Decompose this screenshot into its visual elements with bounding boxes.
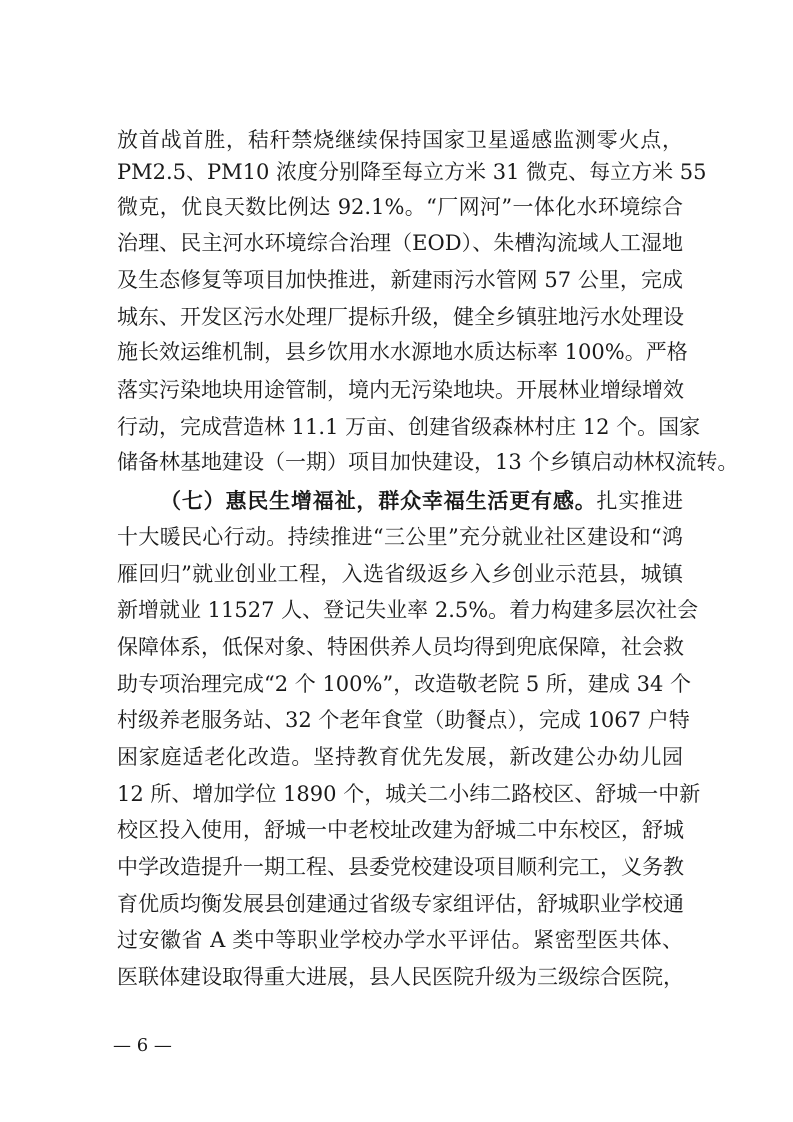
text-line-5: 及生态修复等项目加快推进，新建雨污水管网 57 公里，完成 xyxy=(117,268,683,292)
section-line-2: 雁回归”就业创业工程，入选省级返乡入乡创业示范县，城镇 xyxy=(117,562,683,586)
section-line-9: 校区投入使用，舒城一中老校址改建为舒城二中东校区，舒城 xyxy=(117,818,684,842)
section-line-1: 十大暖民心行动。持续推进“三公里”充分就业社区建设和“鸿 xyxy=(117,525,683,549)
text-line-7: 施长效运维机制，县乡饮用水水源地水质达标率 100%。严格 xyxy=(117,340,688,364)
section-line-3: 新增就业 11527 人、登记失业率 2.5%。着力构建多层次社会 xyxy=(117,598,699,622)
section-line-6: 村级养老服务站、32 个老年食堂（助餐点），完成 1067 户特 xyxy=(117,708,690,732)
section-line-5: 助专项治理完成“2 个 100%”，改造敬老院 5 所，建成 34 个 xyxy=(117,672,692,696)
text-line-1: 放首战首胜，秸秆禁烧继续保持国家卫星遥感监测零火点， xyxy=(117,128,683,152)
section-line-13: 医联体建设取得重大进展，县人民医院升级为三级综合医院， xyxy=(117,965,684,989)
page-number: — 6 — xyxy=(113,1035,172,1056)
text-line-6: 城东、开发区污水处理厂提标升级，健全乡镇驻地污水处理设 xyxy=(117,305,684,329)
section-line-8: 12 所、增加学位 1890 个，城关二小纬二路校区、舒城一中新 xyxy=(117,782,701,806)
section-heading-line xyxy=(160,486,683,516)
text-line-2: PM2.5、PM10 浓度分别降至每立方米 31 微克、每立方米 55 xyxy=(117,160,707,184)
section-heading-rest: 扎实推进 xyxy=(596,489,684,513)
text-line-4: 治理、民主河水环境综合治理（EOD）、朱槽沟流域人工湿地 xyxy=(117,231,683,255)
text-line-8: 落实污染地块用途管制，境内无污染地块。开展林业增绿增效 xyxy=(117,378,684,402)
text-line-3: 微克，优良天数比例达 92.1%。“厂网河”一体化水环境综合 xyxy=(117,195,683,219)
section-heading: （七）惠民生增福祉，群众幸福生活更有感。 xyxy=(160,488,597,513)
section-line-12: 过安徽省 A 类中等职业学校办学水平评估。紧密型医共体、 xyxy=(117,928,683,952)
section-line-10: 中学改造提升一期工程、县委党校建设项目顺利完工，义务教 xyxy=(117,855,684,879)
text-line-10: 储备林基地建设（一期）项目加快建设，13 个乡镇启动林权流转。 xyxy=(117,450,739,474)
text-line-9: 行动，完成营造林 11.1 万亩、创建省级森林村庄 12 个。国家 xyxy=(117,415,701,439)
section-line-4: 保障体系，低保对象、特困供养人员均得到兜底保障，社会救 xyxy=(117,635,684,659)
section-line-11: 育优质均衡发展县创建通过省级专家组评估，舒城职业学校通 xyxy=(117,892,684,916)
section-line-7: 困家庭适老化改造。坚持教育优先发展，新改建公办幼儿园 xyxy=(117,745,683,769)
